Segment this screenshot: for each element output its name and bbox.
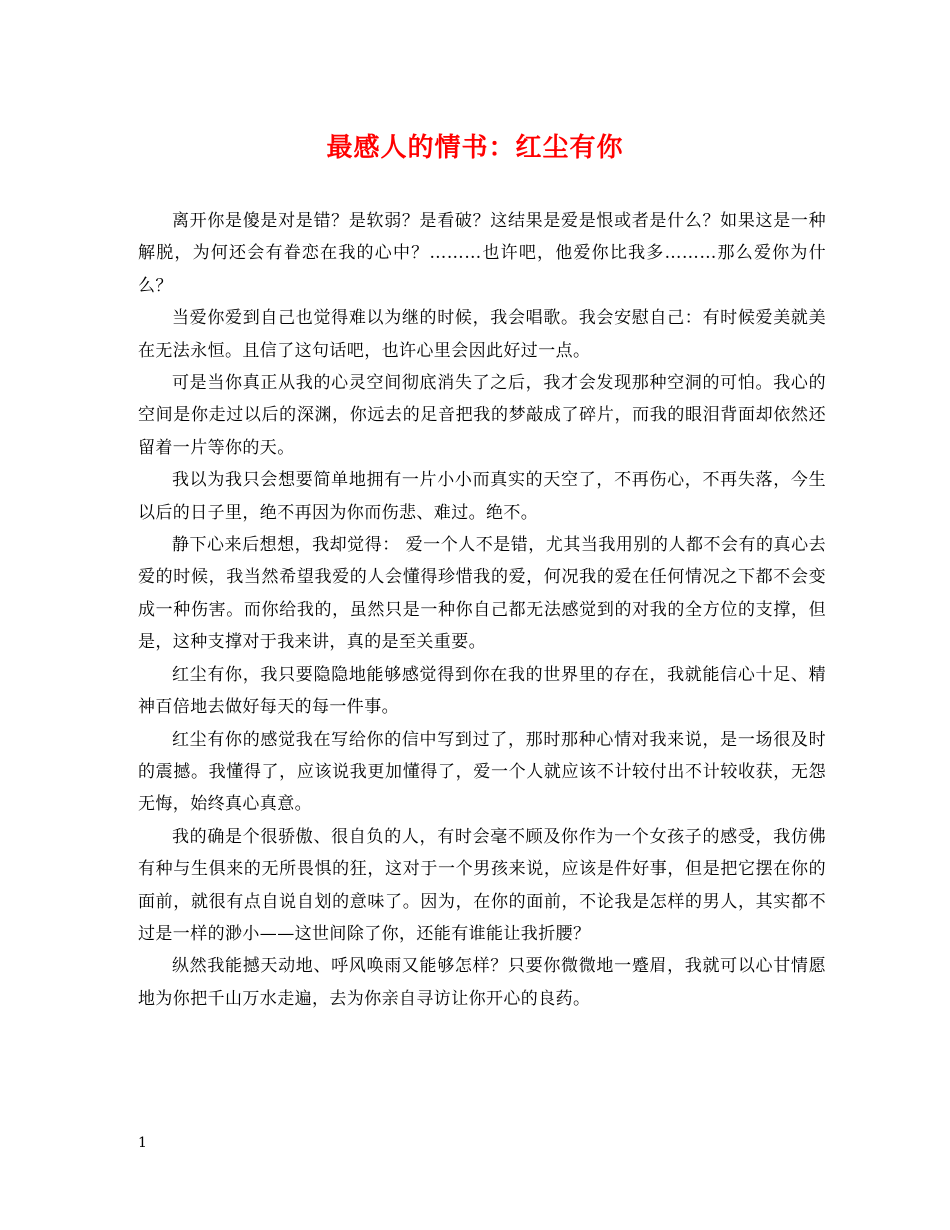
document-title: 最感人的情书：红尘有你 (326, 133, 624, 163)
paragraph: 我的确是个很骄傲、很自负的人，有时会毫不顾及你作为一个女孩子的感受，我仿佛有种与生俱来的无所畏惧的狂，这对于一个男孩来说，应该是件好事，但是把它摆在你的面前，就很有点自说自划的意味了。因为，在你的面前，不论我是怎样的男人，其实都不过是一样的渺小——这世间除了你，还能有谁能让我折腰？ (138, 826, 826, 944)
page-number: 1 (138, 1135, 147, 1151)
paragraph: 纵然我能撼天动地、呼风唤雨又能够怎样？只要你微微地一蹙眉，我就可以心甘情愿地为你把千山万水走遍，去为你亲自寻访让你开心的良药。 (138, 956, 826, 1009)
paragraph: 静下心来后想想，我却觉得： 爱一个人不是错，尤其当我用别的人都不会有的真心去爱的时候，我当然希望我爱的人会懂得珍惜我的爱，何况我的爱在任何情况之下都不会变成一种伤害。而你给我的，虽然只是一种你自己都无法感觉到的对我的全方位的支撑，但是，这种支撑对于我来讲，真的是至关重要。 (138, 535, 826, 653)
paragraph: 离开你是傻是对是错？是软弱？是看破？这结果是爱是恨或者是什么？如果这是一种解脱，为何还会有眷恋在我的心中？………也许吧，他爱你比我多………那么爱你为什么？ (138, 211, 826, 296)
paragraph: 当爱你爱到自己也觉得难以为继的时候，我会唱歌。我会安慰自己：有时候爱美就美在无法永恒。且信了这句话吧，也许心里会因此好过一点。 (138, 308, 826, 361)
paragraph: 可是当你真正从我的心灵空间彻底消失了之后，我才会发现那种空洞的可怕。我心的空间是你走过以后的深渊，你远去的足音把我的梦敲成了碎片，而我的眼泪背面却依然还留着一片等你的天。 (138, 373, 826, 458)
document-body (138, 205, 826, 1015)
paragraph: 红尘有你的感觉我在写给你的信中写到过了，那时那种心情对我来说，是一场很及时的震撼。我懂得了，应该说我更加懂得了，爱一个人就应该不计较付出不计较收获，无怨无悔，始终真心真意。 (138, 729, 826, 815)
paragraph: 红尘有你，我只要隐隐地能够感觉得到你在我的世界里的存在，我就能信心十足、精神百倍地去做好每天的每一件事。 (138, 664, 826, 718)
paragraph: 我以为我只会想要简单地拥有一片小小而真实的天空了，不再伤心，不再失落，今生以后的日子里，绝不再因为你而伤悲、难过。绝不。 (138, 470, 826, 523)
